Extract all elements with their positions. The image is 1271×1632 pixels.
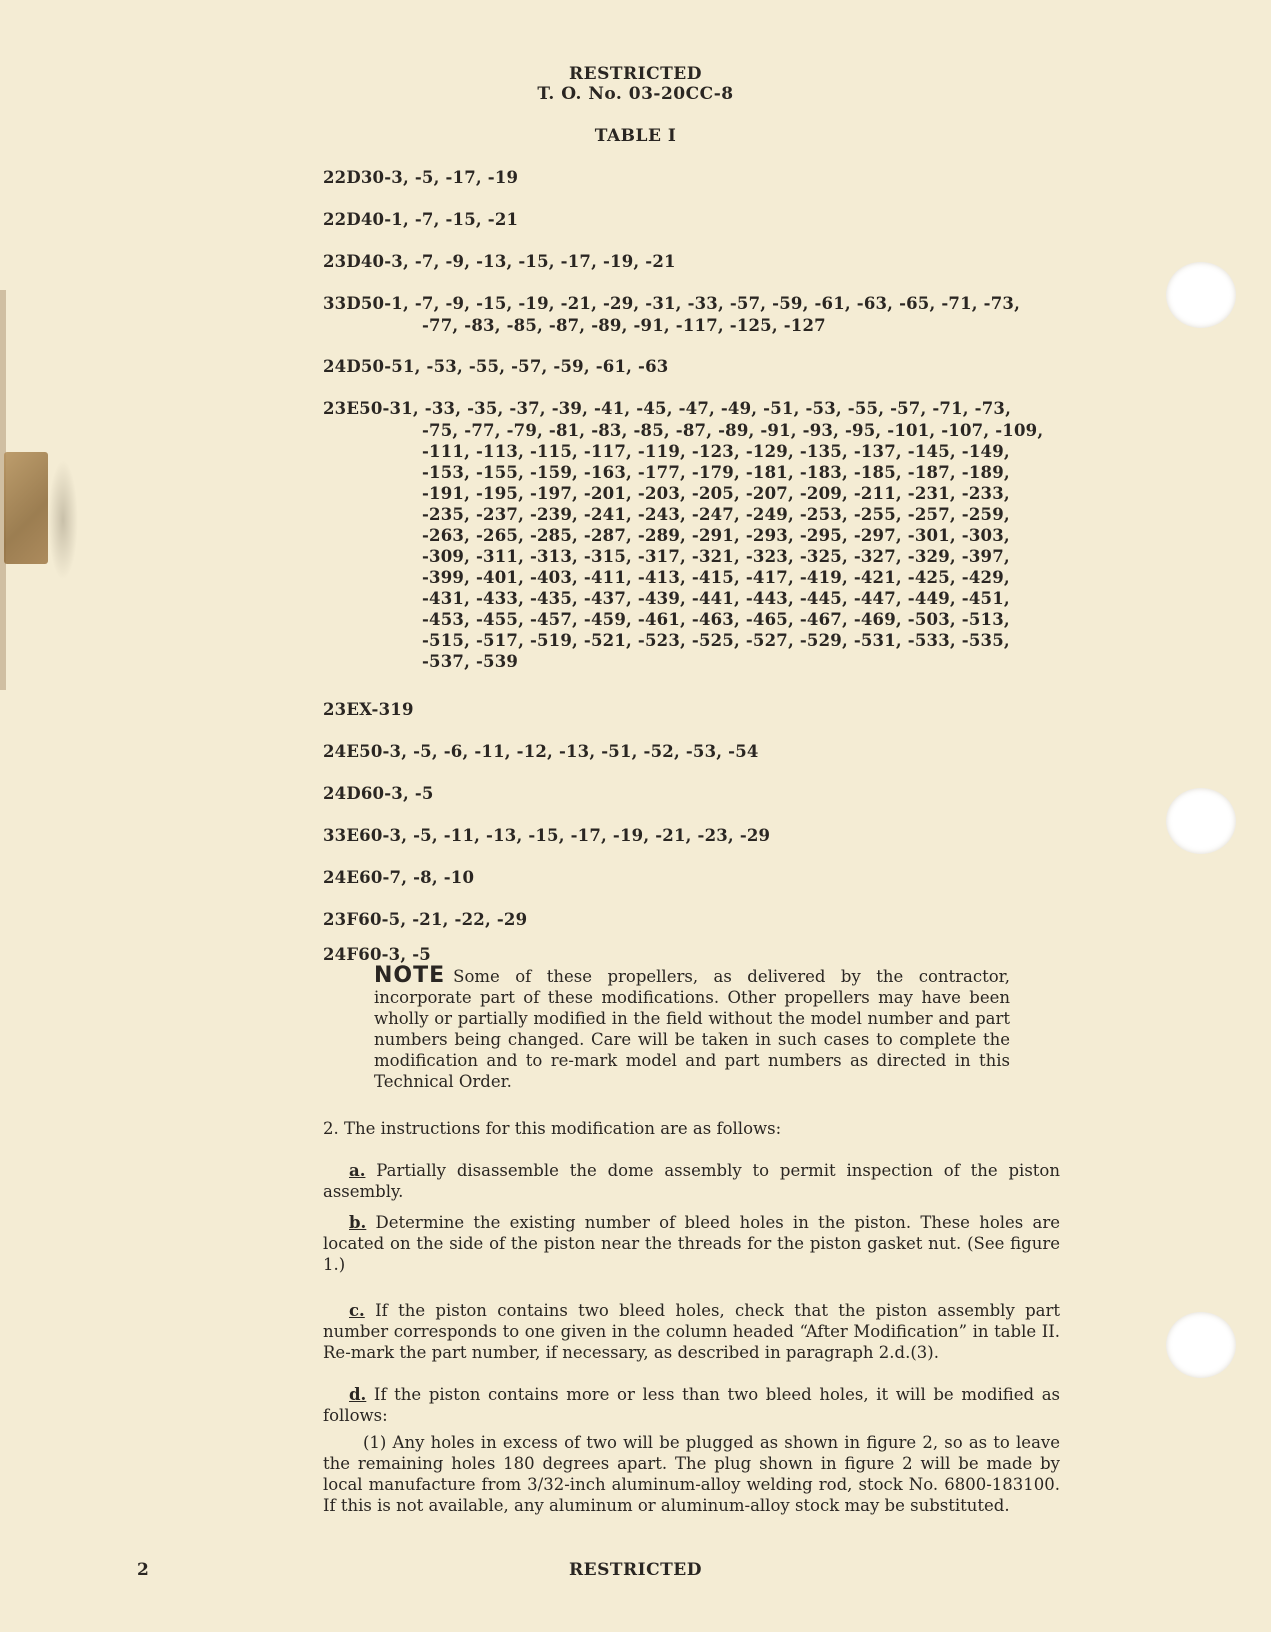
model-row-continuation: -453, -455, -457, -459, -461, -463, -465, -467, -469, -503, -513, [422,610,1010,629]
model-row: 24D50-51, -53, -55, -57, -59, -61, -63 [323,357,669,376]
para-2d [323,1384,1060,1426]
model-row: 33E60-3, -5, -11, -13, -15, -17, -19, -21, -23, -29 [323,826,771,845]
stain-mark [48,460,78,580]
note-label: NOTE [374,963,446,988]
para-2a [323,1160,1060,1202]
note-text: Some of these propellers, as delivered by the contractor, incorporate part of these modifications. Other propellers may have been wholly or partially modified in the field without the model number and part numbers being changed. Care will be taken in such cases to complete the modification and to re-mark model and part numbers as directed in this Technical Order. [374,967,1010,1091]
model-row-continuation: -235, -237, -239, -241, -243, -247, -249, -253, -255, -257, -259, [422,505,1010,524]
para-2c-label: c. [349,1301,365,1320]
model-row: 23EX-319 [323,700,414,719]
punch-hole-top [1166,262,1236,328]
model-row: 23E50-31, -33, -35, -37, -39, -41, -45, -47, -49, -51, -53, -55, -57, -71, -73, [323,399,1012,418]
model-row: 22D40-1, -7, -15, -21 [323,210,519,229]
para-2b-label: b. [349,1213,367,1232]
model-row: 33D50-1, -7, -9, -15, -19, -21, -29, -31, -33, -57, -59, -61, -63, -65, -71, -73, [323,294,1021,313]
para-2a-text: Partially disassemble the dome assembly to permit inspection of the piston assembly. [323,1161,1060,1201]
tape-mark [4,452,48,564]
para-2b [323,1212,1060,1275]
model-row-continuation: -191, -195, -197, -201, -203, -205, -207, -209, -211, -231, -233, [422,484,1010,503]
model-row-continuation: -431, -433, -435, -437, -439, -441, -443, -445, -447, -449, -451, [422,589,1010,608]
model-row-continuation: -111, -113, -115, -117, -119, -123, -129, -135, -137, -145, -149, [422,442,1010,461]
para-2d-text: If the piston contains more or less than two bleed holes, it will be modified as follows: [323,1385,1060,1425]
punch-hole-bottom [1166,1312,1236,1378]
model-row-continuation: -537, -539 [422,652,519,671]
para-2a-label: a. [349,1161,366,1180]
footer-classification: RESTRICTED [569,1560,702,1580]
para-2d-label: d. [349,1385,367,1404]
para-2d1: (1) Any holes in excess of two will be plugged as shown in figure 2, so as to leave the remaining holes 180 degrees apart. The plug shown in figure 2 will be made by local manufacture from 3/32-inch aluminum-alloy welding rod, stock No. 6800-183100. If this is not available, any aluminum or aluminum-alloy stock may be substituted. [323,1433,1060,1515]
model-row: 22D30-3, -5, -17, -19 [323,168,519,187]
punch-hole-middle [1166,788,1236,854]
model-row: 24D60-3, -5 [323,784,434,803]
model-row: 23F60-5, -21, -22, -29 [323,910,528,929]
model-row: 23D40-3, -7, -9, -13, -15, -17, -19, -21 [323,252,676,271]
model-row-continuation: -153, -155, -159, -163, -177, -179, -181, -183, -185, -187, -189, [422,463,1010,482]
para-2c-text: If the piston contains two bleed holes, check that the piston assembly part number corresponds to one given in the column headed “After Modification” in table II. Re-mark the part number, if necessary, as described in paragraph 2.d.(3). [323,1301,1060,1362]
model-row-continuation: -263, -265, -285, -287, -289, -291, -293, -295, -297, -301, -303, [422,526,1010,545]
header-to-number: T. O. No. 03-20CC-8 [537,84,734,104]
para-2-intro: 2. The instructions for this modification are as follows: [323,1119,782,1138]
page-number: 2 [137,1560,149,1580]
model-row-continuation: -75, -77, -79, -81, -83, -85, -87, -89, -91, -93, -95, -101, -107, -109, [422,421,1044,440]
model-row-continuation: -309, -311, -313, -315, -317, -321, -323, -325, -327, -329, -397, [422,547,1010,566]
model-row-continuation: -77, -83, -85, -87, -89, -91, -117, -125, -127 [422,316,826,335]
para-2b-text: Determine the existing number of bleed holes in the piston. These holes are located on the side of the piston near the threads for the piston gasket nut. (See figure 1.) [323,1213,1060,1274]
model-row: 24E50-3, -5, -6, -11, -12, -13, -51, -52, -53, -54 [323,742,759,761]
header-classification: RESTRICTED [569,64,702,84]
note-block [374,965,1010,1092]
model-row: 24E60-7, -8, -10 [323,868,475,887]
model-row-continuation: -515, -517, -519, -521, -523, -525, -527, -529, -531, -533, -535, [422,631,1010,650]
table-title: TABLE I [594,126,677,146]
model-row: 24F60-3, -5 [323,945,431,964]
para-2c [323,1300,1060,1363]
model-row-continuation: -399, -401, -403, -411, -413, -415, -417, -419, -421, -425, -429, [422,568,1010,587]
